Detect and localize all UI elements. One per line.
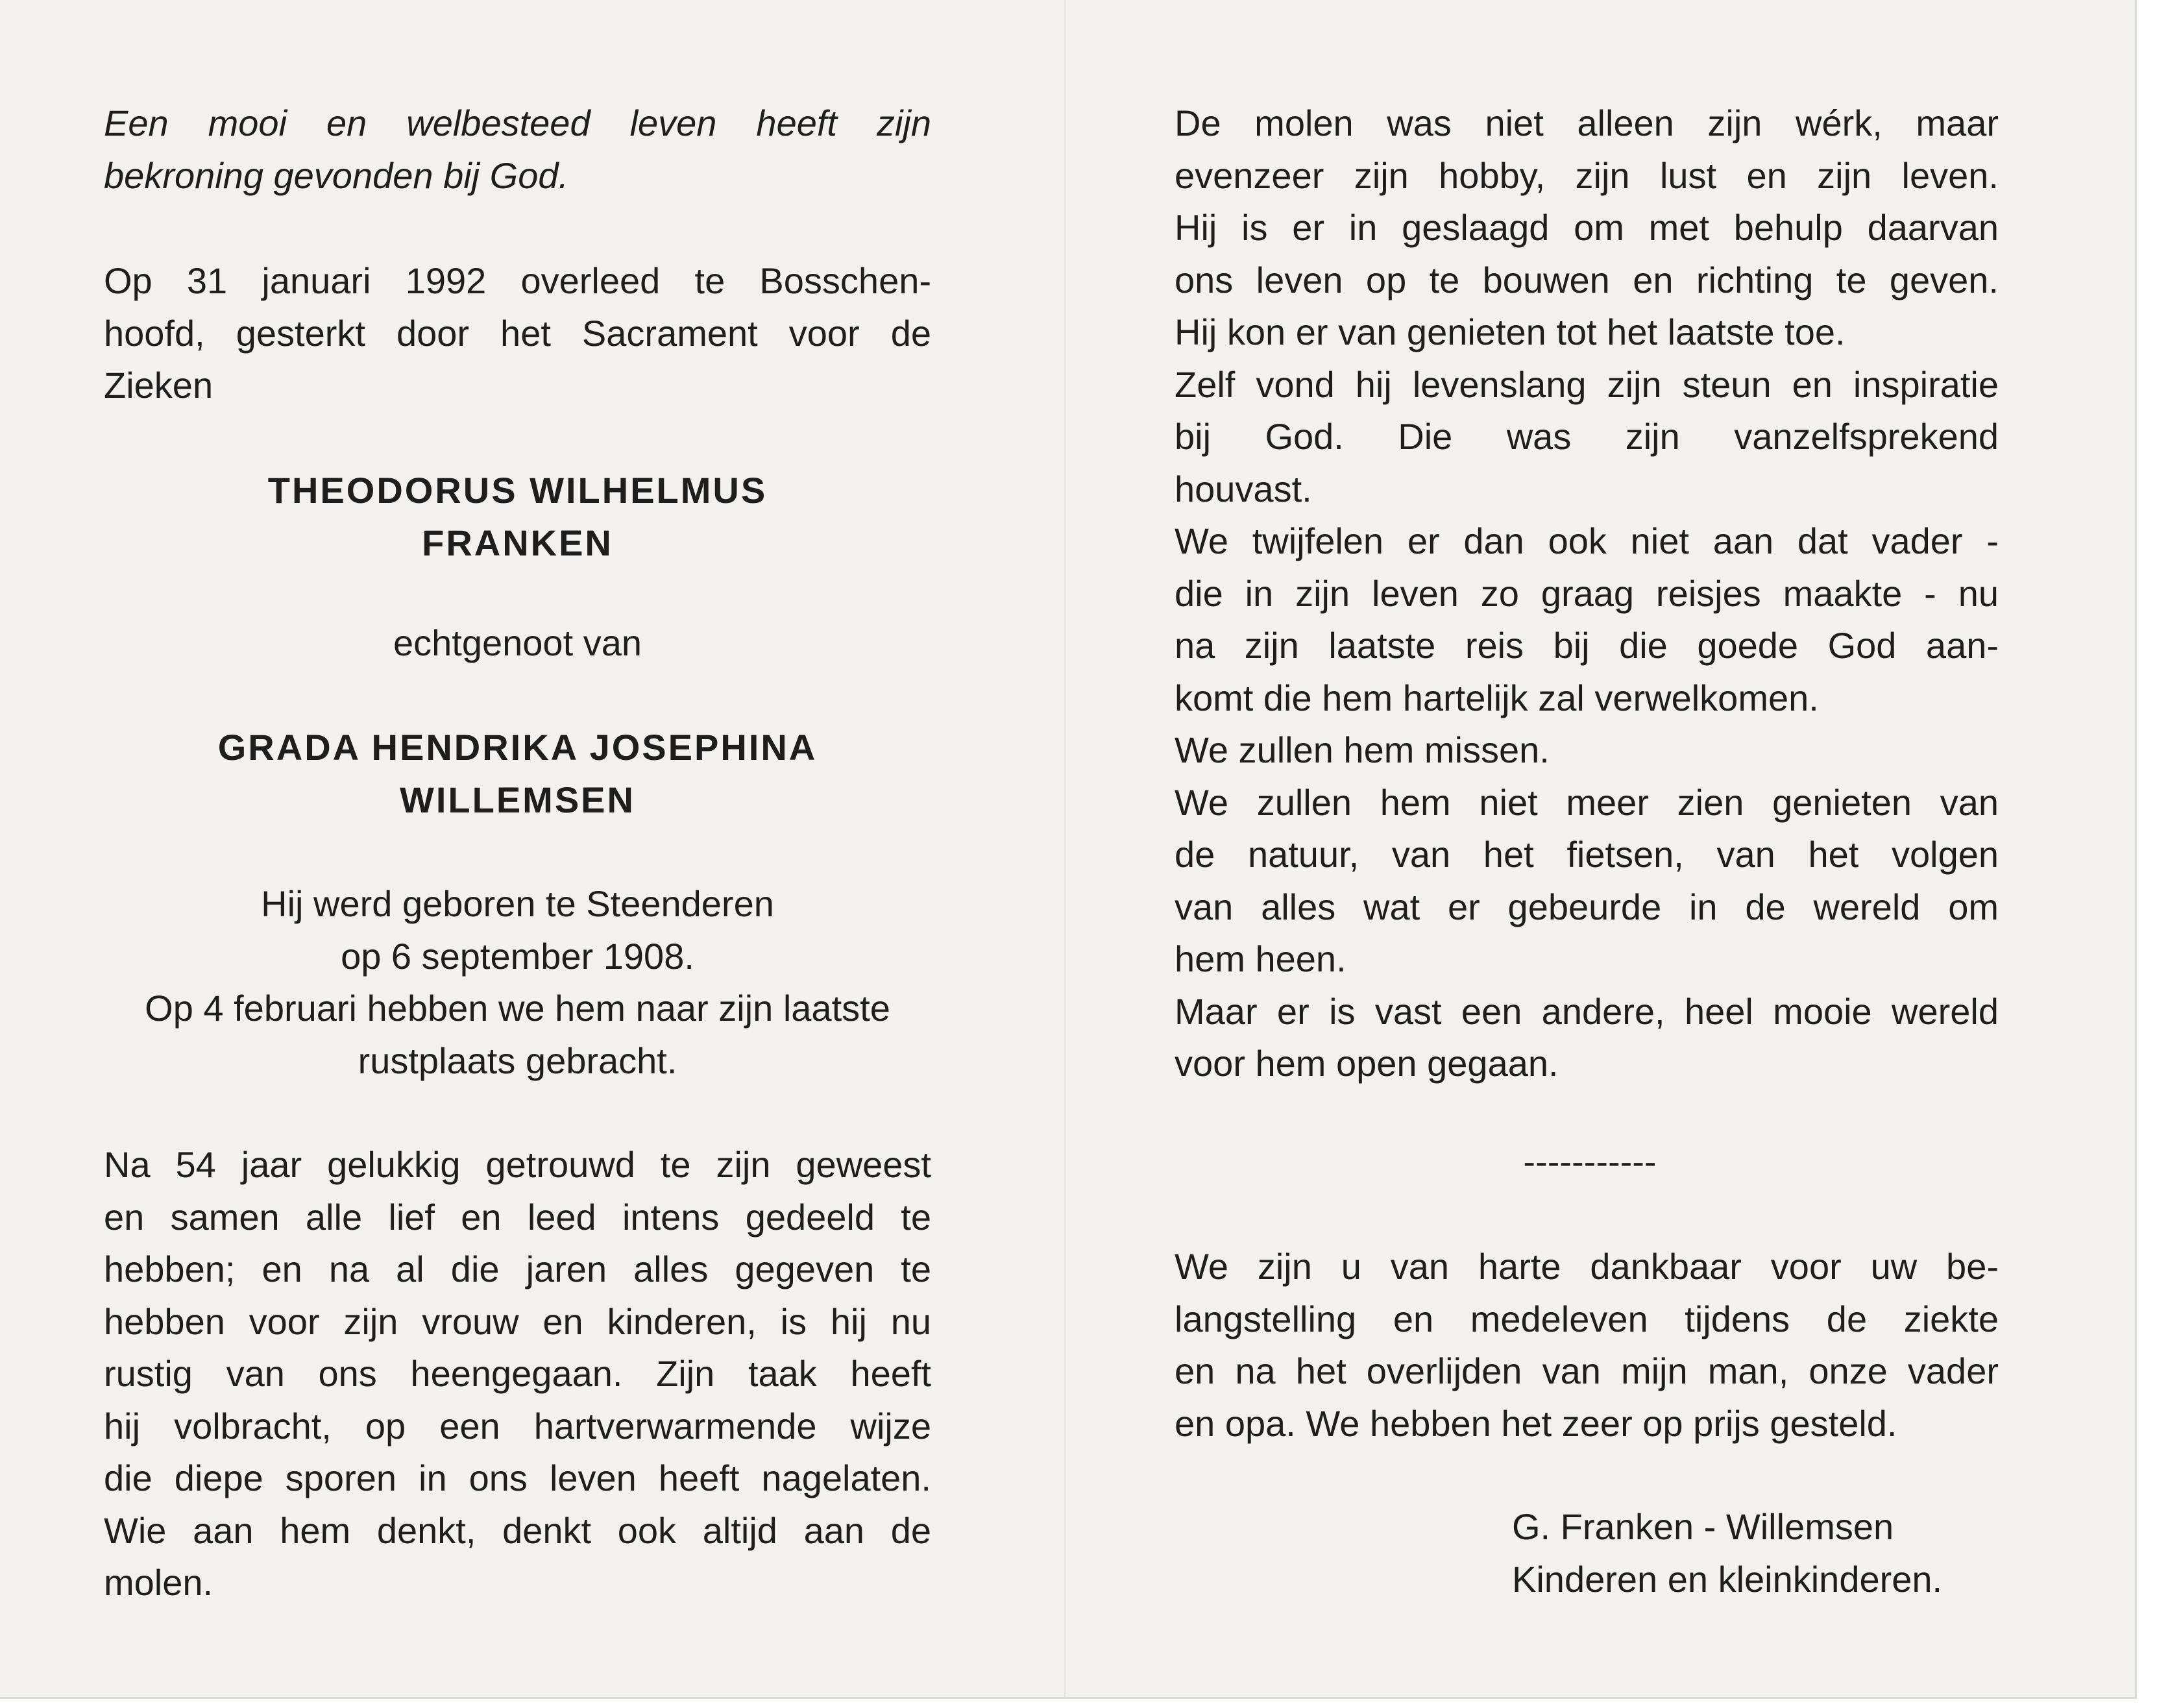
reflection-line: na zijn laatste reis bij die goede God aan- [1175, 625, 1999, 666]
reflection-line: Hij is er in geslaagd om met behulp daarvan [1175, 207, 1999, 248]
birth-info [104, 878, 931, 1087]
spouse-name-line: WILLEMSEN [400, 779, 635, 820]
reflection-line: Maar er is vast een andere, heel mooie wereld [1175, 990, 1999, 1032]
motto-line: Een mooi en welbesteed leven heeft zijn [104, 103, 931, 143]
reflection [1175, 97, 1999, 1090]
death-notice-line: Zieken [104, 365, 213, 406]
tribute-line: rustig van ons heengegaan. Zijn taak heeft [104, 1353, 931, 1394]
reflection-line: bij God. Die was zijn vanzelfsprekend [1175, 416, 1999, 457]
reflection-line: hem heen. [1175, 938, 1346, 979]
motto [104, 97, 931, 202]
birth-info-line: rustplaats gebracht. [358, 1040, 677, 1081]
spouse-intro: echtgenoot van [393, 622, 642, 663]
reflection-line: die in zijn leven zo graag reisjes maakte - nu [1175, 572, 1999, 614]
tribute-line: Na 54 jaar gelukkig getrouwd te zijn geweest [104, 1144, 931, 1185]
deceased-name-line: THEODORUS WILHELMUS [267, 470, 768, 511]
tribute-line: hij volbracht, op een hartverwarmende wijze [104, 1405, 931, 1446]
thanks-line: en na het overlijden van mijn man, onze vader [1175, 1350, 1999, 1391]
tribute [104, 1139, 931, 1609]
spouse-name [104, 722, 931, 826]
reflection-line: We twijfelen er dan ook niet aan dat vader - [1175, 520, 1999, 561]
reflection-line: voor hem open gegaan. [1175, 1043, 1559, 1084]
motto-line: bekroning gevonden bij God. [104, 154, 569, 196]
death-notice-line: hoofd, gesterkt door het Sacrament voor de [104, 312, 931, 354]
spouse-name-line: GRADA HENDRIKA JOSEPHINA [217, 727, 818, 768]
death-notice-line: Op 31 januari 1992 overleed te Bosschen- [104, 260, 931, 301]
reflection-line: de natuur, van het fietsen, van het volgen [1175, 834, 1999, 875]
reflection-line: evenzeer zijn hobby, zijn lust en zijn leven. [1175, 154, 1999, 196]
tribute-line: die diepe sporen in ons leven heeft nagelaten. [104, 1458, 931, 1498]
tribute-line: Wie aan hem denkt, denkt ook altijd aan de [104, 1509, 931, 1551]
tribute-line: en samen alle lief en leed intens gedeeld te [104, 1196, 931, 1238]
reflection-line: Hij kon er van genieten tot het laatste toe. [1175, 311, 1846, 352]
signature-line: Kinderen en kleinkinderen. [1512, 1558, 1943, 1600]
reflection-line: Zelf vond hij levenslang zijn steun en inspiratie [1175, 363, 1999, 405]
reflection-line: van alles wat er gebeurde in de wereld om [1175, 886, 1999, 927]
reflection-line: We zullen hem niet meer zien genieten van [1175, 781, 1999, 823]
thanks-line: langstelling en medeleven tijdens de ziekte [1175, 1298, 1999, 1339]
tribute-line: molen. [104, 1562, 213, 1603]
deceased-name-line: FRANKEN [422, 522, 613, 563]
death-notice [104, 255, 931, 412]
tribute-line: hebben; en na al die jaren alles gegeven te [104, 1249, 931, 1289]
reflection-line: We zullen hem missen. [1175, 729, 1550, 770]
reflection-line: De molen was niet alleen zijn wérk, maar [1175, 103, 1999, 143]
reflection-line: ons leven op te bouwen en richting te geven. [1175, 259, 1999, 300]
reflection-line: houvast. [1175, 468, 1312, 509]
thanks [1175, 1241, 1999, 1450]
separator: ----------- [1523, 1141, 1657, 1182]
thanks-line: en opa. We hebben het zeer op prijs gesteld. [1175, 1402, 1897, 1444]
birth-info-line: Op 4 februari hebben we hem naar zijn laatste [145, 988, 890, 1029]
reflection-line: komt die hem hartelijk zal verwelkomen. [1175, 677, 1819, 718]
birth-info-line: op 6 september 1908. [341, 935, 694, 977]
birth-info-line: Hij werd geboren te Steenderen [261, 883, 774, 924]
signature [1512, 1501, 1999, 1605]
thanks-line: We zijn u van harte dankbaar voor uw be- [1175, 1246, 1999, 1287]
signature-line: G. Franken - Willemsen [1512, 1506, 1894, 1547]
deceased-name [104, 465, 931, 569]
card-fold-line [1064, 0, 1066, 1697]
tribute-line: hebben voor zijn vrouw en kinderen, is hij nu [104, 1300, 931, 1342]
